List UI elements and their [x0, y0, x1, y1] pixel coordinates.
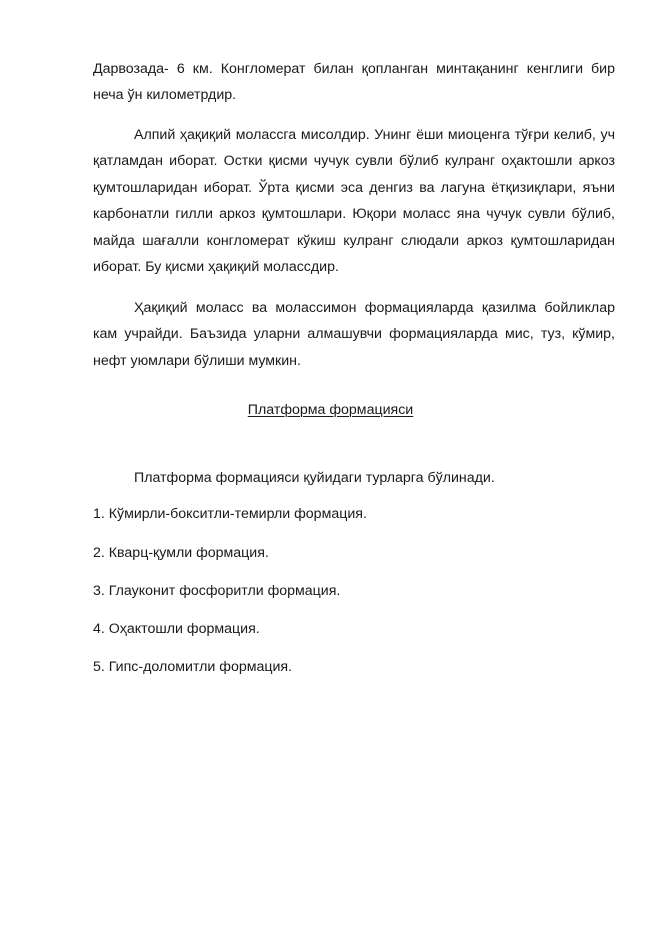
paragraph-alpine-molasse: Алпий ҳақиқий молассга мисолдир. Унинг ёши миоценга тўғри келиб, уч қатламдан иборат. Остки қисми чучук сувли бўлиб кулранг оҳактошли аркоз қумтошларидан иборат. Ўрта қисми эса денгиз ва лагуна ётқизиқлари, яъни карбонатли гилли аркоз қумтошлари. Юқори моласс яна чучук сувли бўлиб, майда шағалли конгломерат кўкиш кулранг слюдали аркоз қумтошларидан иборат. Бу қисми ҳақиқий молассдир. — [93, 127, 615, 276]
list-item: 4. Оҳактошли формация. — [93, 621, 260, 637]
paragraph-darvoza: Дарвозада- 6 км. Конгломерат билан қопланган минтақанинг кенглиги бир неча ўн километрдир. — [93, 61, 615, 104]
section-heading-text: Платформа формацияси — [247, 402, 414, 418]
section-intro: Платформа формацияси қуйидаги турларга бўлинади. — [134, 470, 495, 486]
list-item: 1. Кўмирли-бокситли-темирли формация. — [93, 506, 367, 522]
section-heading — [0, 398, 661, 422]
list-item: 2. Кварц-қумли формация. — [93, 545, 269, 561]
paragraph-true-molasse: Ҳақиқий моласс ва молассимон формацияларда қазилма бойликлар кам учрайди. Баъзида уларни алмашувчи формацияларда мис, туз, кўмир, нефт уюмлари бўлиши мумкин. — [93, 300, 615, 369]
list-item: 5. Гипс-доломитли формация. — [93, 659, 293, 675]
list-item: 3. Глауконит фосфоритли формация. — [93, 583, 341, 599]
